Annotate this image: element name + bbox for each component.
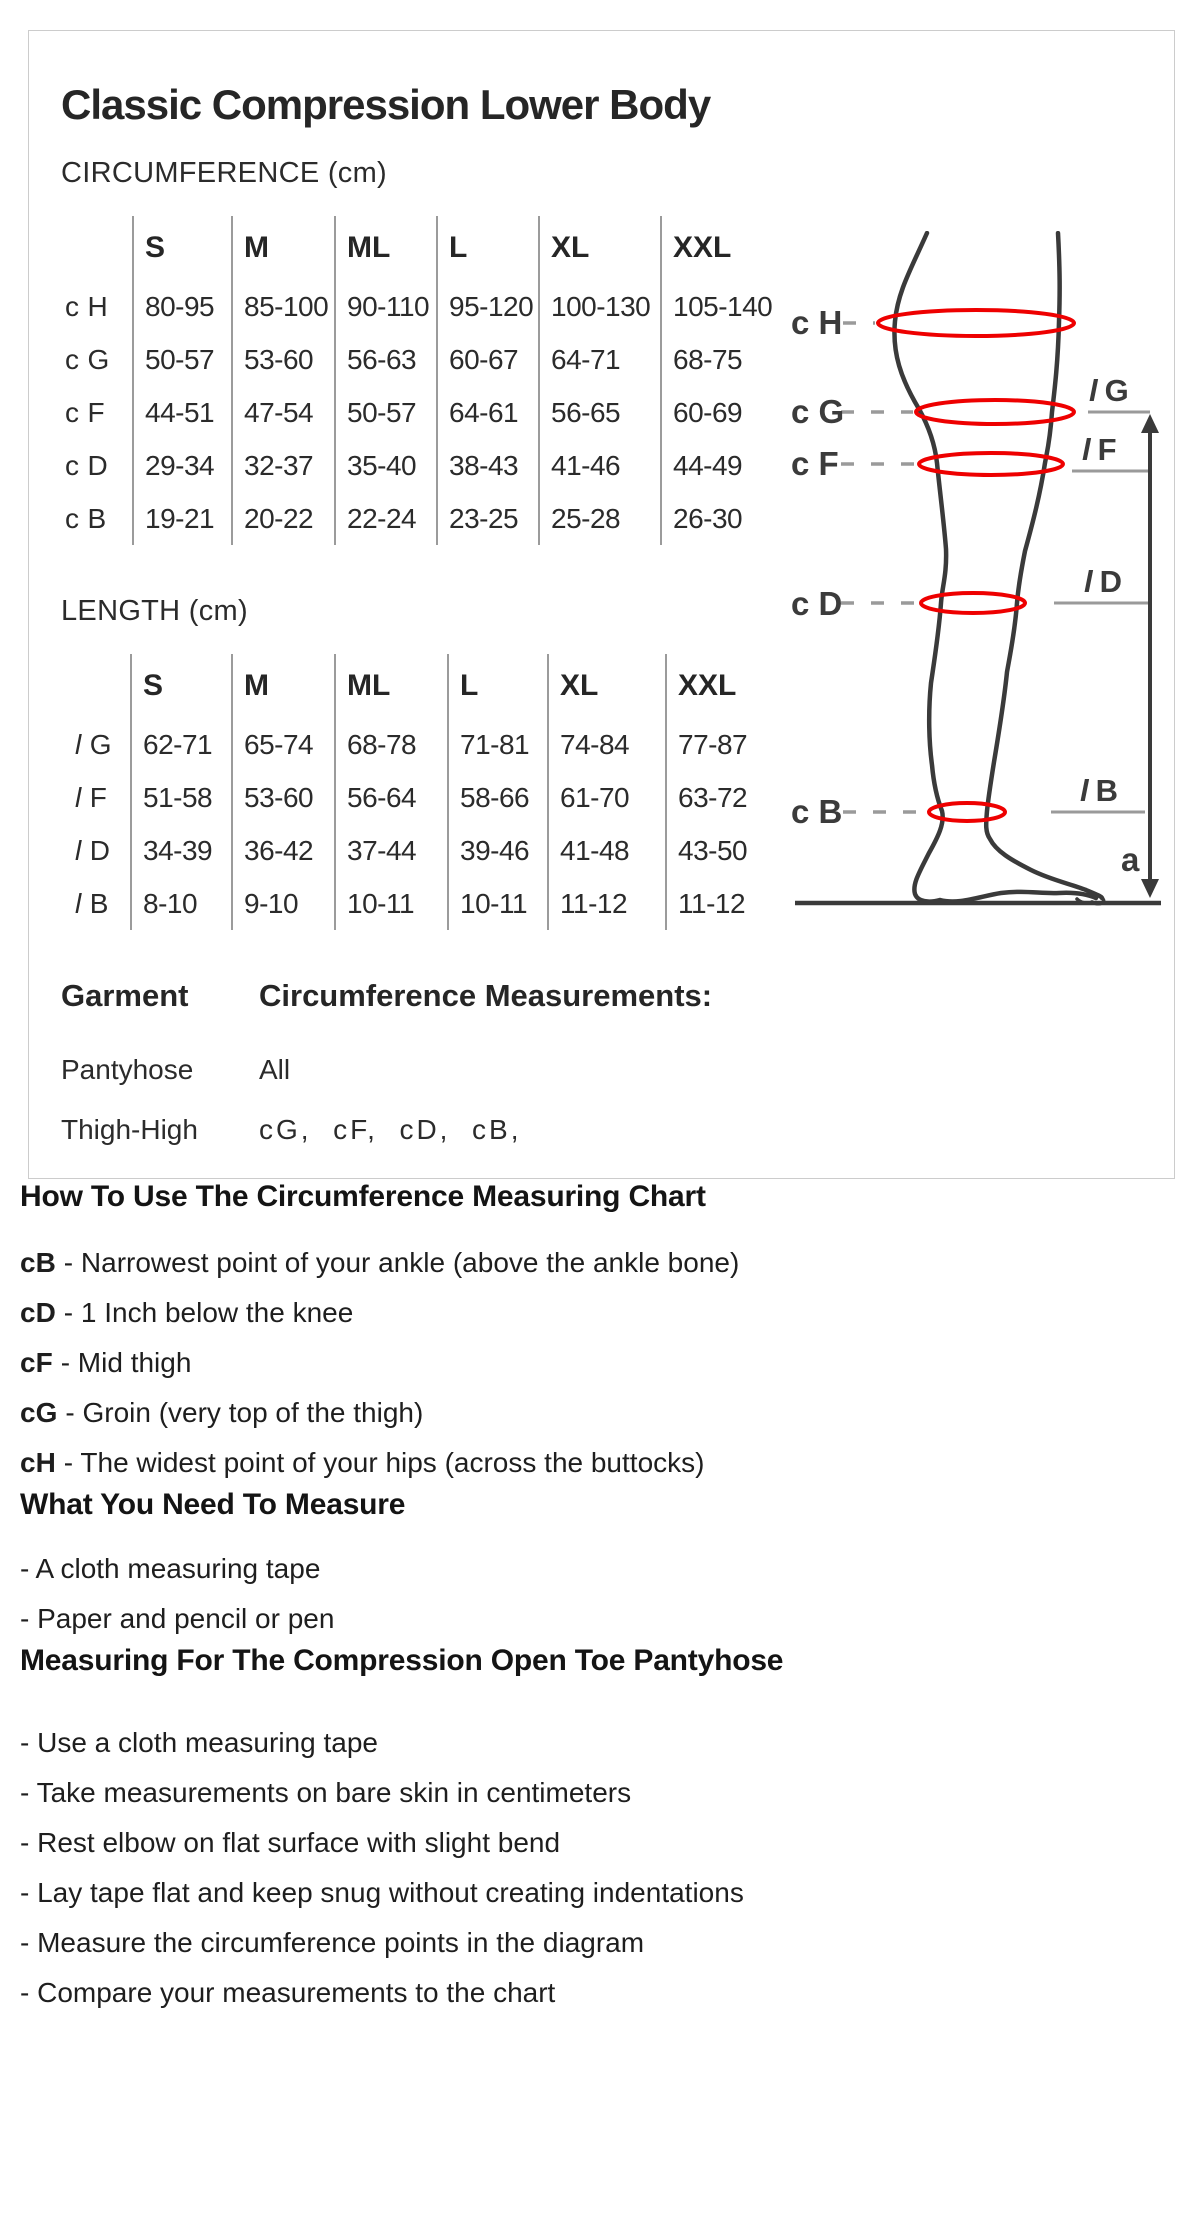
measuring-heading: Measuring For The Compression Open Toe Pantyhose	[20, 1644, 784, 1677]
measurement-point-label: c F	[65, 396, 105, 428]
size-value-cell: 62-71	[131, 718, 232, 771]
size-value-cell: 20-22	[232, 492, 335, 545]
measurement-definitions	[20, 1238, 1200, 1488]
size-value-cell: 51-58	[131, 771, 232, 824]
size-column-header: XL	[539, 216, 661, 280]
what-you-need-list	[20, 1544, 1200, 1644]
list-item: - Rest elbow on flat surface with slight bend	[20, 1827, 561, 1858]
measurement-point-label: c D	[65, 449, 108, 481]
size-value-cell: 50-57	[335, 386, 437, 439]
length-row	[61, 824, 796, 877]
measurement-point-label: c B	[65, 502, 106, 534]
thigh-length-label: l F	[1082, 432, 1117, 467]
circumference-header-row	[61, 216, 791, 280]
definition-line	[20, 1238, 1200, 1288]
size-value-cell: 38-43	[437, 439, 539, 492]
garment-row	[61, 1100, 1174, 1160]
size-value-cell: 39-46	[448, 824, 548, 877]
definition-description: - 1 Inch below the knee	[63, 1297, 354, 1328]
size-column-header: L	[448, 654, 548, 718]
size-value-cell: 26-30	[661, 492, 791, 545]
circumference-table	[61, 216, 791, 545]
definition-term: cB	[20, 1247, 56, 1278]
size-column-header: S	[131, 654, 232, 718]
size-value-cell: 37-44	[335, 824, 448, 877]
size-value-cell: 25-28	[539, 492, 661, 545]
size-value-cell: 77-87	[666, 718, 796, 771]
size-value-cell: 95-120	[437, 280, 539, 333]
garment-name: Thigh-High	[61, 1114, 198, 1145]
garment-measurement-points: cG, cF, cD, cB,	[259, 1114, 522, 1145]
definition-line	[20, 1288, 1200, 1338]
garment-measurement-points: All	[259, 1054, 291, 1085]
definition-line	[20, 1338, 1200, 1388]
size-value-cell: 90-110	[335, 280, 437, 333]
length-table	[61, 654, 796, 930]
ankle-point-label: c B	[791, 793, 843, 830]
definition-description: - The widest point of your hips (across the buttocks)	[63, 1447, 705, 1478]
list-item: - A cloth measuring tape	[20, 1553, 321, 1584]
size-value-cell: 50-57	[133, 333, 232, 386]
list-item: - Lay tape flat and keep snug without creating indentations	[20, 1877, 744, 1908]
length-header-row	[61, 654, 796, 718]
circumference-row	[61, 333, 791, 386]
circumference-row	[61, 439, 791, 492]
length-row	[61, 718, 796, 771]
size-value-cell: 36-42	[232, 824, 335, 877]
length-row	[61, 877, 796, 930]
list-item: - Compare your measurements to the chart	[20, 1977, 556, 2008]
size-value-cell: 35-40	[335, 439, 437, 492]
length-guide-lines	[1051, 412, 1150, 812]
size-value-cell: 29-34	[133, 439, 232, 492]
height-arrow-bottom-head	[1141, 879, 1159, 898]
mid-thigh-point-label: c F	[791, 445, 839, 482]
size-value-cell: 74-84	[548, 718, 666, 771]
ankle-length-label: l B	[1080, 773, 1119, 808]
size-value-cell: 23-25	[437, 492, 539, 545]
groin-length-label: l G	[1089, 373, 1129, 408]
definition-description: - Groin (very top of the thigh)	[65, 1397, 424, 1428]
length-section-label: LENGTH (cm)	[61, 595, 248, 627]
size-value-cell: 11-12	[666, 877, 796, 930]
size-value-cell: 60-69	[661, 386, 791, 439]
garment-measurements-section	[61, 978, 1174, 1160]
size-value-cell: 32-37	[232, 439, 335, 492]
measuring-steps-list	[20, 1718, 1200, 2018]
length-row	[61, 771, 796, 824]
size-value-cell: 44-51	[133, 386, 232, 439]
list-item: - Measure the circumference points in the diagram	[20, 1927, 645, 1958]
size-value-cell: 10-11	[448, 877, 548, 930]
circumference-section-label: CIRCUMFERENCE (cm)	[61, 157, 387, 189]
definition-line	[20, 1438, 1200, 1488]
garment-column-heading: Garment	[61, 978, 189, 1013]
size-value-cell: 11-12	[548, 877, 666, 930]
measurement-point-label: l B	[75, 887, 108, 919]
list-item: - Take measurements on bare skin in centimeters	[20, 1777, 632, 1808]
garment-row	[61, 1040, 1174, 1100]
size-value-cell: 56-63	[335, 333, 437, 386]
size-value-cell: 61-70	[548, 771, 666, 824]
size-column-header: XL	[548, 654, 666, 718]
size-value-cell: 105-140	[661, 280, 791, 333]
definition-description: - Narrowest point of your ankle (above the ankle bone)	[63, 1247, 740, 1278]
measurement-point-label: c H	[65, 290, 108, 322]
corner-cell	[61, 216, 133, 280]
size-column-header: M	[232, 216, 335, 280]
size-value-cell: 53-60	[232, 333, 335, 386]
garment-rows	[61, 1040, 1174, 1160]
definition-term: cF	[20, 1347, 53, 1378]
measurement-point-label: l G	[75, 728, 112, 760]
size-value-cell: 22-24	[335, 492, 437, 545]
size-value-cell: 8-10	[131, 877, 232, 930]
garment-section-header	[61, 978, 1174, 1014]
size-value-cell: 56-65	[539, 386, 661, 439]
circumference-table-body	[61, 280, 791, 545]
list-item: - Paper and pencil or pen	[20, 1603, 335, 1634]
size-chart-panel	[28, 30, 1175, 1179]
size-value-cell: 60-67	[437, 333, 539, 386]
length-table-body	[61, 718, 796, 930]
size-value-cell: 85-100	[232, 280, 335, 333]
size-column-header: XXL	[661, 216, 791, 280]
size-column-header: ML	[335, 216, 437, 280]
size-column-header: XXL	[666, 654, 796, 718]
size-value-cell: 47-54	[232, 386, 335, 439]
hip-ring	[878, 310, 1074, 336]
corner-cell	[61, 654, 131, 718]
size-value-cell: 65-74	[232, 718, 335, 771]
height-arrow-top-head	[1141, 414, 1159, 433]
size-value-cell: 9-10	[232, 877, 335, 930]
size-column-header: M	[232, 654, 335, 718]
measurement-point-label: l F	[75, 781, 107, 813]
size-value-cell: 34-39	[131, 824, 232, 877]
size-column-header: L	[437, 216, 539, 280]
size-value-cell: 43-50	[666, 824, 796, 877]
size-value-cell: 71-81	[448, 718, 548, 771]
overall-height-label: a	[1121, 841, 1140, 878]
leg-measurement-diagram	[779, 231, 1177, 921]
size-value-cell: 41-46	[539, 439, 661, 492]
page-title: Classic Compression Lower Body	[61, 81, 711, 128]
definition-term: cH	[20, 1447, 56, 1478]
diagram-labels	[791, 304, 1140, 878]
size-value-cell: 68-75	[661, 333, 791, 386]
size-value-cell: 41-48	[548, 824, 666, 877]
size-value-cell: 64-61	[437, 386, 539, 439]
hip-point-label: c H	[791, 304, 843, 341]
height-arrow	[1141, 414, 1159, 898]
size-value-cell: 44-49	[661, 439, 791, 492]
below-knee-ring	[921, 593, 1025, 613]
definition-term: cD	[20, 1297, 56, 1328]
size-value-cell: 53-60	[232, 771, 335, 824]
size-column-header: S	[133, 216, 232, 280]
below-knee-point-label: c D	[791, 585, 843, 622]
garment-name: Pantyhose	[61, 1054, 194, 1085]
list-item: - Use a cloth measuring tape	[20, 1727, 378, 1758]
size-value-cell: 58-66	[448, 771, 548, 824]
mid-thigh-ring	[919, 453, 1063, 475]
measurement-point-label: l D	[75, 834, 110, 866]
definition-description: - Mid thigh	[60, 1347, 192, 1378]
what-you-need-heading: What You Need To Measure	[20, 1488, 406, 1521]
size-value-cell: 80-95	[133, 280, 232, 333]
size-value-cell: 19-21	[133, 492, 232, 545]
size-column-header: ML	[335, 654, 448, 718]
size-value-cell: 63-72	[666, 771, 796, 824]
groin-point-label: c G	[791, 393, 845, 430]
size-value-cell: 10-11	[335, 877, 448, 930]
size-value-cell: 64-71	[539, 333, 661, 386]
size-value-cell: 100-130	[539, 280, 661, 333]
circumference-row	[61, 386, 791, 439]
knee-length-label: l D	[1084, 564, 1123, 599]
circumference-row	[61, 492, 791, 545]
measurements-column-heading: Circumference Measurements:	[259, 978, 713, 1013]
how-to-heading: How To Use The Circumference Measuring Chart	[20, 1180, 706, 1213]
measurement-point-label: c G	[65, 343, 109, 375]
size-value-cell: 68-78	[335, 718, 448, 771]
definition-line	[20, 1388, 1200, 1438]
circumference-row	[61, 280, 791, 333]
definition-term: cG	[20, 1397, 58, 1428]
size-value-cell: 56-64	[335, 771, 448, 824]
instructions-content	[0, 1180, 1200, 2018]
